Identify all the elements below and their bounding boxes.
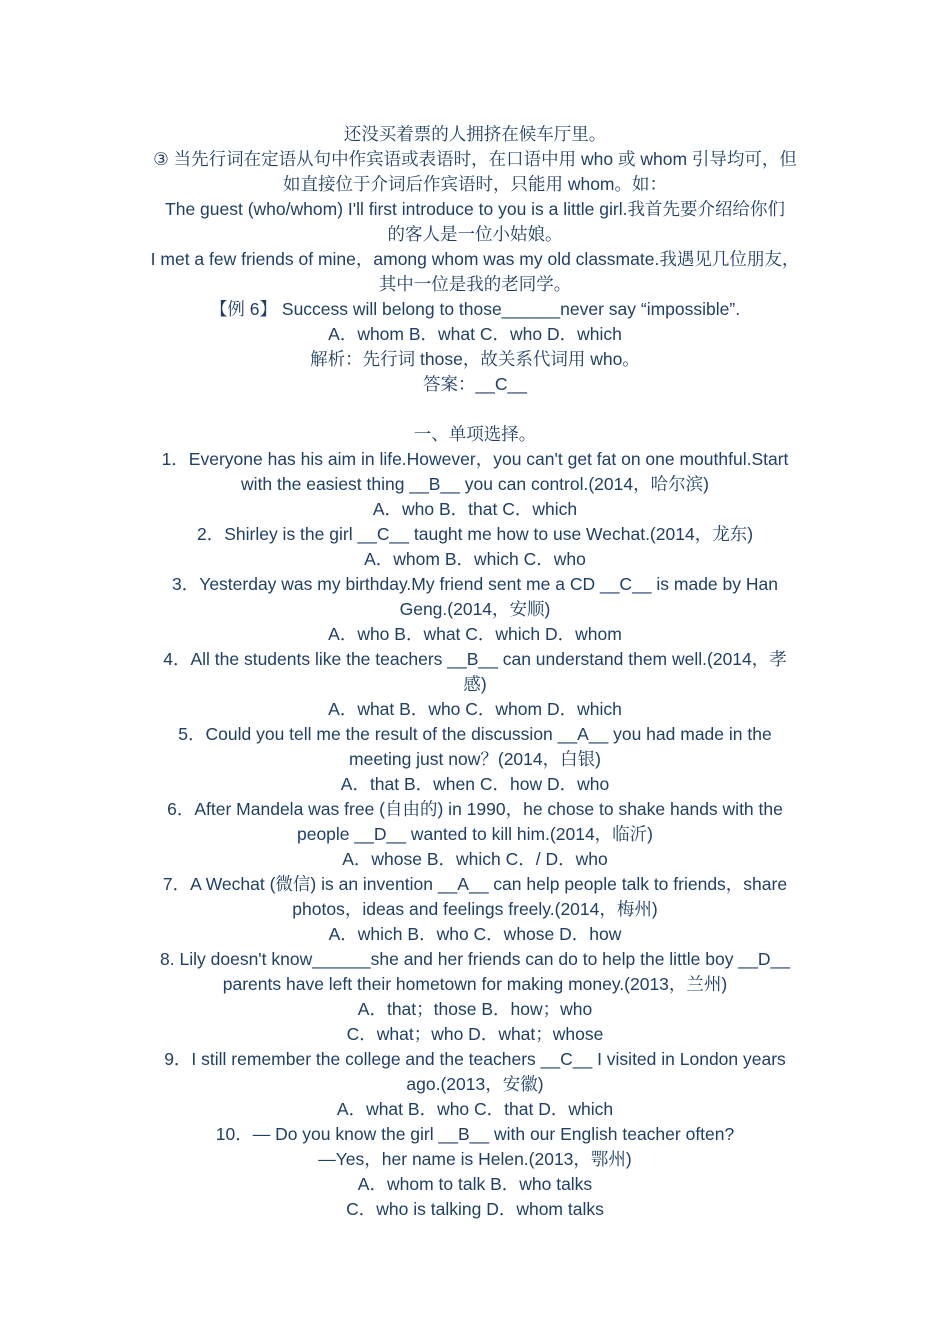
text-line: parents have left their hometown for making money.(2013，兰州) (222, 974, 728, 994)
text-line: Geng.(2014，安顺) (399, 599, 551, 619)
text-line: 感) (463, 674, 487, 694)
text-line: 1．Everyone has his aim in life.However，you can't get fat on one mouthful.Start (161, 449, 789, 469)
text-line: 9．I still remember the college and the teachers __C__ I visited in London years (164, 1049, 786, 1069)
text-line: A．whom to talk B．who talks (357, 1174, 593, 1194)
blank-line (140, 397, 810, 422)
text-line: 3．Yesterday was my birthday.My friend sent me a CD __C__ is made by Han (172, 574, 778, 594)
text-line: people __D__ wanted to kill him.(2014，临沂) (296, 824, 653, 844)
text-line: A．whom B．what C．who D．which (328, 324, 622, 344)
text-line: A．what B．who C．whom D．which (328, 699, 622, 719)
text-line: photos，ideas and feelings freely.(2014，梅州) (292, 899, 658, 919)
text-line: A．that；those B．how；who (357, 999, 593, 1019)
text-line: I met a few friends of mine，among whom was my old classmate.我遇见几位朋友， (150, 249, 800, 269)
text-line: A．whose B．which C．/ D．who (342, 849, 608, 869)
text-line: 2．Shirley is the girl __C__ taught me how to use Wechat.(2014，龙东) (196, 524, 754, 544)
text-line: 10．— Do you know the girl __B__ with our English teacher often? (215, 1124, 735, 1144)
text-line: with the easiest thing __B__ you can control.(2014，哈尔滨) (241, 474, 709, 494)
text-line: C．who is talking D．whom talks (346, 1199, 604, 1219)
text-line: 其中一位是我的老同学。 (378, 274, 572, 294)
text-line: A．who B．that C．which (372, 499, 578, 519)
text-line: A．whom B．which C．who (364, 549, 586, 569)
text-line: 8. Lily doesn't know______she and her friends can do to help the little boy __D__ (160, 949, 790, 969)
text-line: ③ 当先行词在定语从句中作宾语或表语时，在口语中用 who 或 whom 引导均可，但 (153, 149, 797, 169)
text-line: C．what；who D．what；whose (346, 1024, 604, 1044)
text-line: 还没买着票的人拥挤在候车厅里。 (343, 124, 607, 144)
text-line: 答案：__C__ (422, 374, 528, 394)
text-line: —Yes，her name is Helen.(2013，鄂州) (318, 1149, 632, 1169)
text-line: 7．A Wechat (微信) is an invention __A__ can help people talk to friends，share (162, 874, 788, 894)
text-line: meeting just now？(2014，白银) (349, 749, 601, 769)
text-line: A．who B．what C．which D．whom (328, 624, 622, 644)
document-page (140, 122, 810, 1222)
text-line: 的客人是一位小姑娘。 (387, 224, 563, 244)
text-line: 如直接位于介词后作宾语时，只能用 whom。如： (282, 174, 668, 194)
text-line: 4．All the students like the teachers __B__ can understand them well.(2014，孝 (163, 649, 787, 669)
text-line: A．which B．who C．whose D．how (328, 924, 622, 944)
text-line: A．what B．who C．that D．which (336, 1099, 614, 1119)
text-line: 解析：先行词 those，故关系代词用 who。 (310, 349, 640, 369)
text-line: A．that B．when C．how D．who (340, 774, 610, 794)
text-line: 一、单项选择。 (413, 424, 537, 444)
text-line: The guest (who/whom) I'll first introduce to you is a little girl.我首先要介绍给你们 (165, 199, 785, 219)
text-line: ago.(2013，安徽) (406, 1074, 544, 1094)
text-line: 【例 6】 Success will belong to those______never say “impossible”. (209, 299, 741, 319)
text-line: 5．Could you tell me the result of the discussion __A__ you had made in the (178, 724, 772, 744)
text-line: 6．After Mandela was free (自由的) in 1990，he chose to shake hands with the (167, 799, 783, 819)
